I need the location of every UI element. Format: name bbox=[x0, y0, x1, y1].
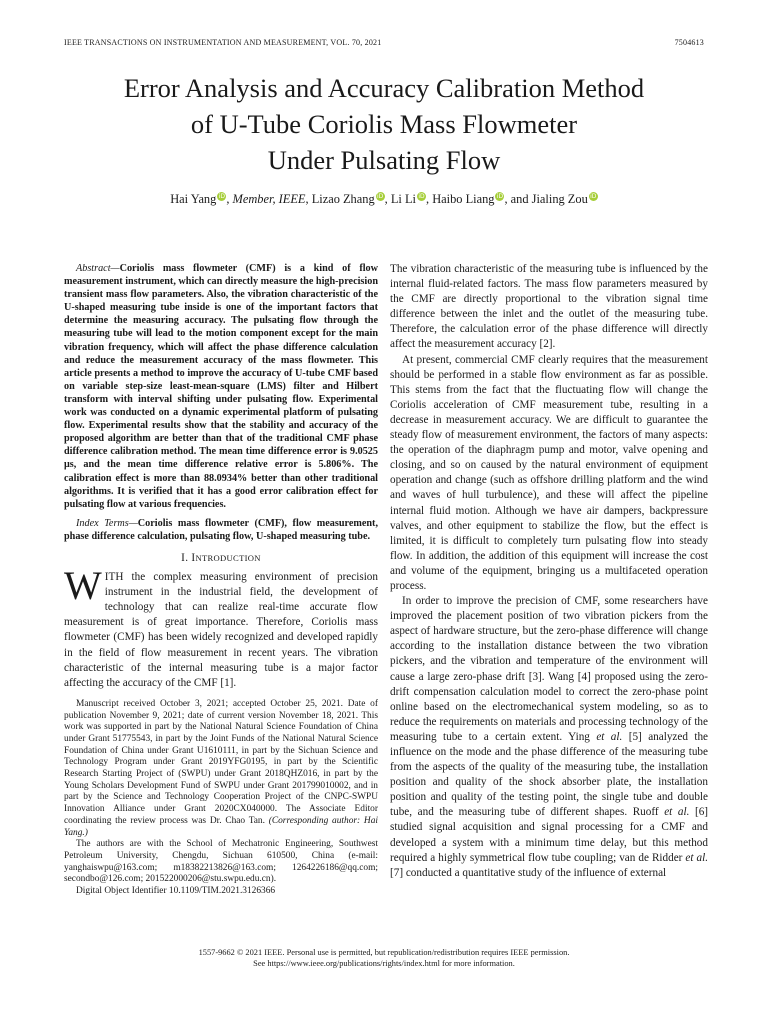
right-column bbox=[390, 262, 708, 881]
body-paragraph-3: In order to improve the precision of CMF, some researchers have improved the placement position of two vibration pickers from the aspect of hardware structure, but the zero-phase difference will change according to the installation distance between the two vibration pickers, and the vibration and temperature of the environment will cause a large zero-phase drift [3]. Wang [4] proposed using the zero-drift compensation calculation model to correct the zero-phase point online based on the electromechanical system modeling, so as to reduce the requirements on materials and processing technology of the measuring tube to a certain extent. Ying et al. [5] analyzed the influence on the mode and the phase difference of the measuring tube from the aspects of the quality of the measuring tube, the installation position and quality of the shock absorber plate, the installation position and quality of the testing point, the single tube and double tube, and the measuring tube of different shapes. Ruoff et al. [6] studied signal acquisition and signal processing for a CMF and developed a system with a minimum time delay, but this method required a highly symmetrical flow tube coupling; van de Ridder et al. [7] conducted a quantitative study of the influence of external bbox=[390, 595, 709, 879]
index-terms-text: Coriolis mass flowmeter (CMF), flow measurement, phase difference calculation, pulsating flow, U-shaped measuring tube. bbox=[64, 517, 378, 542]
title-line-2: of U-Tube Coriolis Mass Flowmeter bbox=[190, 109, 578, 139]
abstract-label: Abstract— bbox=[76, 263, 120, 274]
intro-text: ITH the complex measuring environment of precision instrument in the industrial field, the development of technology that can realize real-time accurate flow measurement is of great importance. Therefore, Coriolis mass flowmeter (CMF) has been widely recognized and developed rapidly in the field of flow measurement in recent years. The vibration characteristic of the internal measuring tube is a major factor affecting the accuracy of the CMF [1]. bbox=[64, 571, 378, 689]
corresponding-author: (Corresponding author: Hai Yang.) bbox=[64, 815, 378, 838]
copyright-line: 1557-9662 © 2021 IEEE. Personal use is permitted, but republication/redistribution requires IEEE permission. bbox=[198, 948, 570, 957]
author-5: Jialing Zou bbox=[531, 192, 588, 206]
section-heading bbox=[64, 551, 378, 566]
journal-name: IEEE TRANSACTIONS ON INSTRUMENTATION AND MEASUREMENT, VOL. 70, 2021 bbox=[64, 38, 382, 47]
footnote-affiliation: The authors are with the School of Mechatronic Engineering, Southwest Petroleum University, Chengdu, Sichuan 610500, China (e-mail: yanghaiswpu@163.com; m18382213826@163.com; 1264226186@qq.com; secondbo@126.com; 201522000206@stu.swpu.edu.cn). bbox=[64, 839, 378, 885]
author-1-role: Member, IEEE bbox=[232, 192, 306, 206]
author-1: Hai Yang bbox=[170, 192, 217, 206]
author-list: Hai Yang iD, Member, IEEE, Lizao Zhang iD, Li Li iD, Haibo Liang iD, and Jialing Zou iD bbox=[170, 192, 597, 206]
section-title-rest: NTRODUCTION bbox=[195, 552, 261, 563]
orcid-icon[interactable]: iD bbox=[590, 193, 597, 200]
title-line-3: Under Pulsating Flow bbox=[267, 145, 501, 175]
intro-paragraph bbox=[64, 563, 378, 691]
et-al: et al. bbox=[685, 851, 709, 864]
author-4: Haibo Liang bbox=[432, 192, 495, 206]
abstract bbox=[64, 262, 378, 511]
et-al: et al. bbox=[664, 806, 690, 819]
section-title-first: I bbox=[191, 551, 196, 564]
copyright-footer bbox=[40, 947, 728, 969]
section-numeral: I. bbox=[181, 551, 189, 564]
body-paragraph-2: At present, commercial CMF clearly requires that the measurement should be performed in a stable flow environment as far as possible. This stems from the fact that the fluctuating flow will change the Coriolis acceleration of CMF measurement tube, resulting in a decrease in measurement accuracy. We are difficult to guarantee the steady flow of measurement environment, the factors of many aspects: the operation of the diaphragm pump and motor, valve opening and closing, and so on caused by the natural environment of equipment operation and change (such as offshore drilling platform and the wind and waves of hull turbulence), and these will affect the pipeline internal fluid motion. Although we have air dampers, backpressure valves, and other equipment to stabilize the flow, but the effect is limited, it is difficult to completely turn pulsating flow into steady flow. In addition, the addition of this equipment will increase the cost and volume of the equipment, bringing us a multifaceted operation process. bbox=[390, 353, 708, 592]
footnote-doi: Digital Object Identifier 10.1109/TIM.2021.3126366 bbox=[76, 886, 276, 897]
index-terms bbox=[64, 517, 378, 543]
orcid-icon[interactable]: iD bbox=[377, 193, 384, 200]
title-line-1: Error Analysis and Accuracy Calibration Method bbox=[123, 73, 645, 103]
article-number: 7504613 bbox=[674, 38, 704, 47]
footnote-manuscript: Manuscript received October 3, 2021; accepted October 25, 2021. Date of publication November 9, 2021; date of current version November 18, 2021. This work was supported in part by the National Natural Science Foundation of China under Grant 51775543, in part by the Joint Funds of the National Natural Science Foundation of China under Grant U1610111, in part by the Sichuan Science and Technology Program under Grant 2019YFG0195, in part by the Scientific Research Starting Project of (SWPU) under Grant 2018QHZ016, in part by the Young Scholars Development Fund of SWPU under Grant 201799010002, and in part by the Science and Technology Cooperation Project of the CNPC-SWPU Innovation Alliance under Grant 2020CX040000. The Associate Editor coordinating the review process was Dr. Chao Tan. (Corresponding author: Hai Yang.) bbox=[64, 698, 378, 838]
orcid-icon[interactable]: iD bbox=[218, 193, 225, 200]
author-2: Lizao Zhang bbox=[311, 192, 375, 206]
author-3: Li Li bbox=[390, 192, 416, 206]
orcid-icon[interactable]: iD bbox=[496, 193, 504, 200]
first-page-footnote bbox=[64, 699, 378, 898]
rights-link[interactable]: See https://www.ieee.org/publications/rights/index.html for more information. bbox=[253, 959, 515, 968]
running-header bbox=[64, 38, 704, 50]
orcid-icon[interactable]: iD bbox=[418, 193, 425, 200]
abstract-text: Coriolis mass flowmeter (CMF) is a kind of flow measurement instrument, which can directly measure the high-precision transient mass flow parameters. Also, the vibration characteristic of the U-shaped measuring tube inside is one of the important factors that determine the measuring accuracy. The pulsating flow through the measuring tube will lead to the motion component except for the main vibration frequency, which will affect the phase difference calculation and reduce the measurement accuracy of the mass flowmeter. This article presents a method to improve the accuracy of U-tube CMF based on variable step-size least-mean-square (LMS) filter and Hilbert transform with interval shifting under pulsating flow. Experimental work was conducted on a dynamic experimental platform of pulsating flow. Experimental results show that the stability and accuracy of the proposed algorithm are better than that of the traditional CMF phase difference calibration method. The mean time difference error is 9.0525 μs, and the mean time difference relative error is 5.806%. The calibration effect is more than 88.0934% better than other traditional algorithms. It is verified that it has a good error calibration effect for pulsating flow at various frequencies. bbox=[64, 263, 378, 510]
author-conjunction: and bbox=[510, 192, 529, 206]
index-terms-label: Index Terms— bbox=[76, 517, 138, 529]
left-column bbox=[64, 262, 378, 898]
body-paragraph-1: The vibration characteristic of the measuring tube is influenced by the internal fluid-related factors. The mass flow parameters measured by the CMF are directly proportional to the vibration signal time difference between the inlet and the outlet of the measuring tube. Therefore, the calculation error of the phase difference will directly affect the measurement accuracy [2]. bbox=[390, 263, 708, 351]
drop-cap: W bbox=[64, 563, 102, 609]
paper-title bbox=[40, 70, 728, 178]
et-al: et al. bbox=[596, 730, 623, 743]
